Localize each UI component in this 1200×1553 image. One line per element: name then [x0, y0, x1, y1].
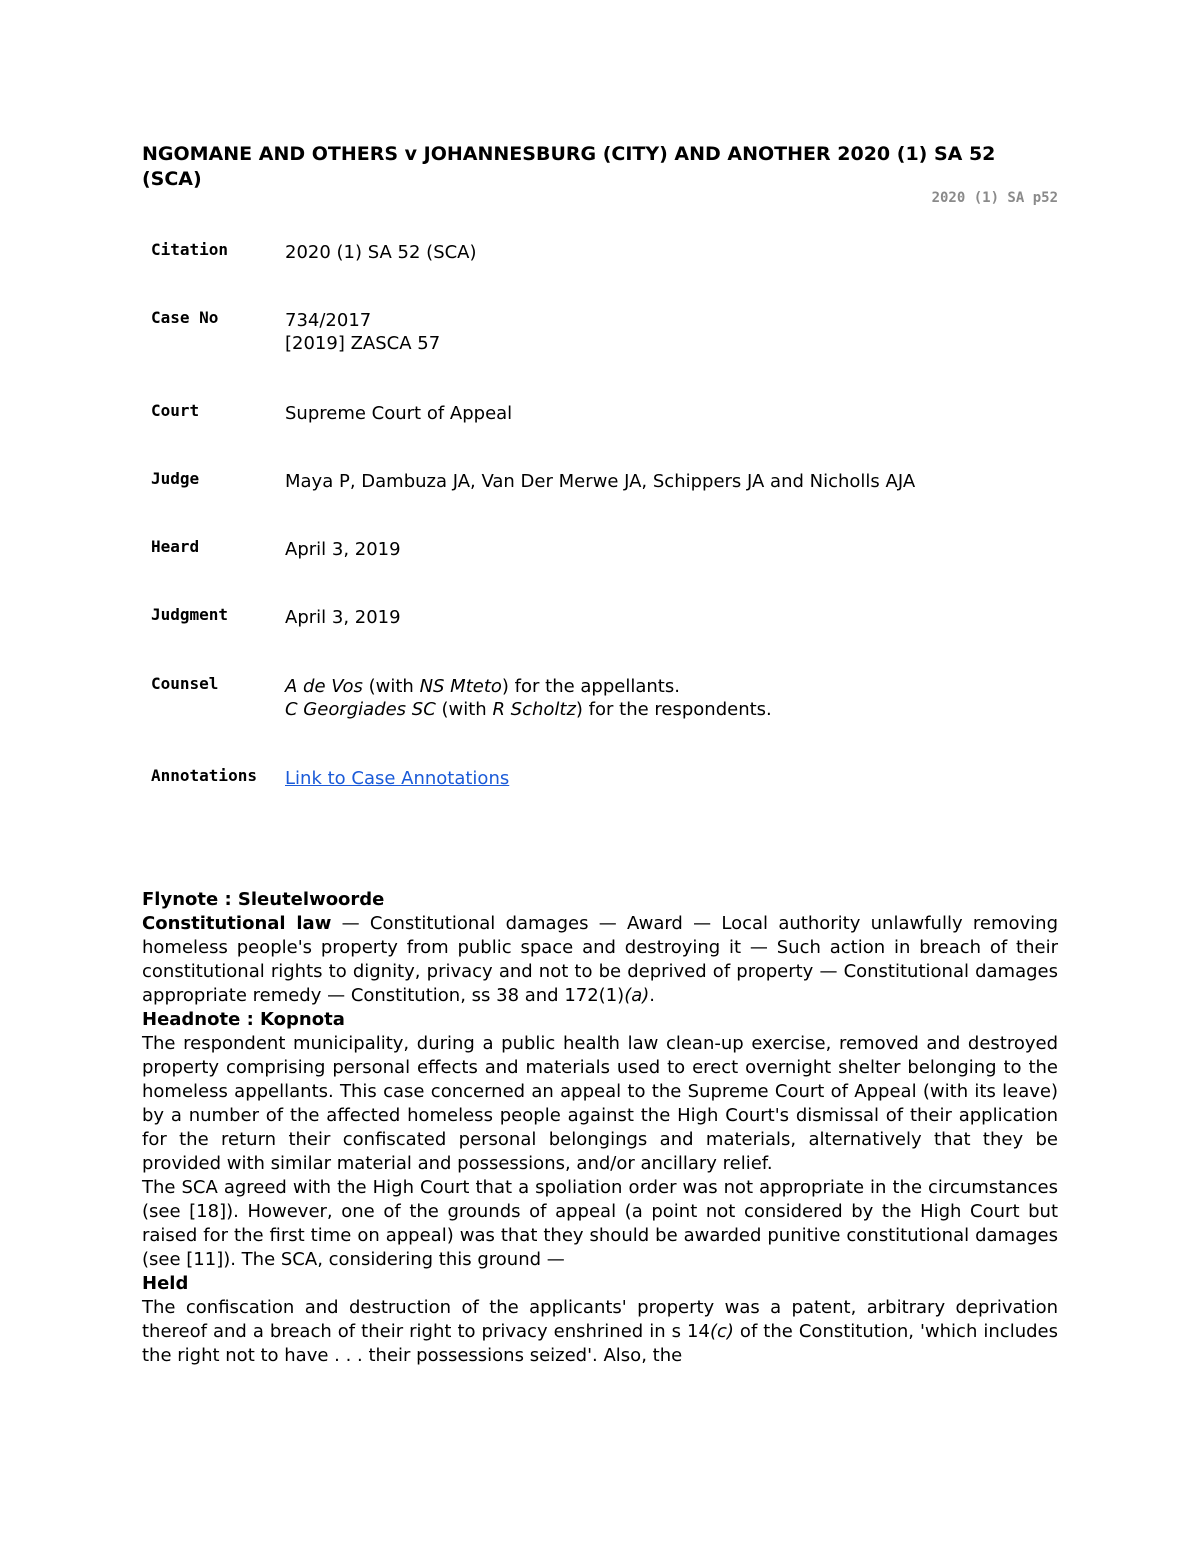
citation-label: Citation — [151, 240, 229, 259]
annotations-label: Annotations — [151, 766, 257, 785]
heard-value: April 3, 2019 — [285, 539, 401, 560]
counsel-1-assoc: NS Mteto — [419, 676, 502, 697]
case-no-neutral-citation: [2019] ZASCA 57 — [285, 333, 441, 354]
headnote-heading: Headnote : Kopnota — [142, 1009, 345, 1030]
counsel-2-assoc: R Scholtz — [492, 699, 576, 720]
counsel-2-name: C Georgiades SC — [285, 699, 436, 720]
counsel-1-with: (with — [362, 676, 420, 697]
counsel-2-rest: ) for the respondents. — [575, 699, 772, 720]
heard-label: Heard — [151, 537, 200, 556]
judge-label: Judge — [151, 469, 200, 488]
held-end: of the Constitution, 'which includes the right not to have . . . their possessions seized'. Also, the — [142, 1321, 1058, 1366]
headnote-para-2: The SCA agreed with the High Court that a spoliation order was not appropriate in the circumstances (see [18]). However, one of the grounds of appeal (a point not considered by the High Court but raised for the first time on appeal) was that they should be awarded punitive constitutional damages (see [11]). The SCA, considering this ground — — [142, 1177, 1058, 1270]
court-value: Supreme Court of Appeal — [285, 403, 513, 424]
counsel-2-with: (with — [435, 699, 493, 720]
counsel-label: Counsel — [151, 674, 219, 693]
page-reference: 2020 (1) SA p52 — [931, 190, 1058, 206]
court-label: Court — [151, 401, 200, 420]
case-no-value — [285, 309, 440, 355]
flynote-body: — Constitutional damages — Award — Local authority unlawfully removing homeless people's property from public space and destroying it — Such action in breach of their constitutional rights to dignity, privacy and not to be deprived of property — Constitutional damages appropriate remedy — Constitution, ss 38 and 172(1) — [142, 913, 1058, 1006]
case-no-number: 734/2017 — [285, 310, 372, 331]
flynote-text — [142, 912, 1058, 1008]
citation-value: 2020 (1) SA 52 (SCA) — [285, 242, 477, 263]
flynote-keyword: Constitutional law — [142, 913, 332, 934]
counsel-1-rest: ) for the appellants. — [501, 676, 680, 697]
case-title: NGOMANE AND OTHERS v JOHANNESBURG (CITY) AND ANOTHER 2020 (1) SA 52 (SCA) — [142, 143, 996, 190]
flynote-end: . — [649, 985, 655, 1006]
held-body: The confiscation and destruction of the applicants' property was a patent, arbitrary deprivation thereof and a breach of their right to privacy enshrined in s 14 — [142, 1297, 1058, 1342]
held-heading: Held — [142, 1273, 189, 1294]
counsel-1-name: A de Vos — [285, 676, 363, 697]
held-text — [142, 1296, 1058, 1368]
judge-value: Maya P, Dambuza JA, Van Der Merwe JA, Schippers JA and Nicholls AJA — [285, 471, 916, 492]
counsel-respondents — [285, 698, 772, 721]
case-no-label: Case No — [151, 308, 219, 327]
flynote-italic: (a) — [624, 985, 650, 1006]
held-italic: (c) — [709, 1321, 734, 1342]
case-annotations-link[interactable]: Link to Case Annotations — [285, 768, 510, 789]
counsel-appellants — [285, 675, 772, 698]
headnote-para-1: The respondent municipality, during a public health law clean-up exercise, removed and destroyed property comprising personal effects and materials used to erect overnight shelter belonging to the homeless appellants. This case concerned an appeal to the Supreme Court of Appeal (with its leave) by a number of the affected homeless people against the High Court's dismissal of their application for the return their confiscated personal belongings and materials, alternatively that they be provided with similar material and possessions, and/or ancillary relief. — [142, 1033, 1058, 1174]
case-summary — [142, 888, 1058, 1368]
flynote-heading: Flynote : Sleutelwoorde — [142, 889, 385, 910]
judgment-value: April 3, 2019 — [285, 607, 401, 628]
counsel-value — [285, 675, 772, 721]
judgment-label: Judgment — [151, 605, 229, 624]
